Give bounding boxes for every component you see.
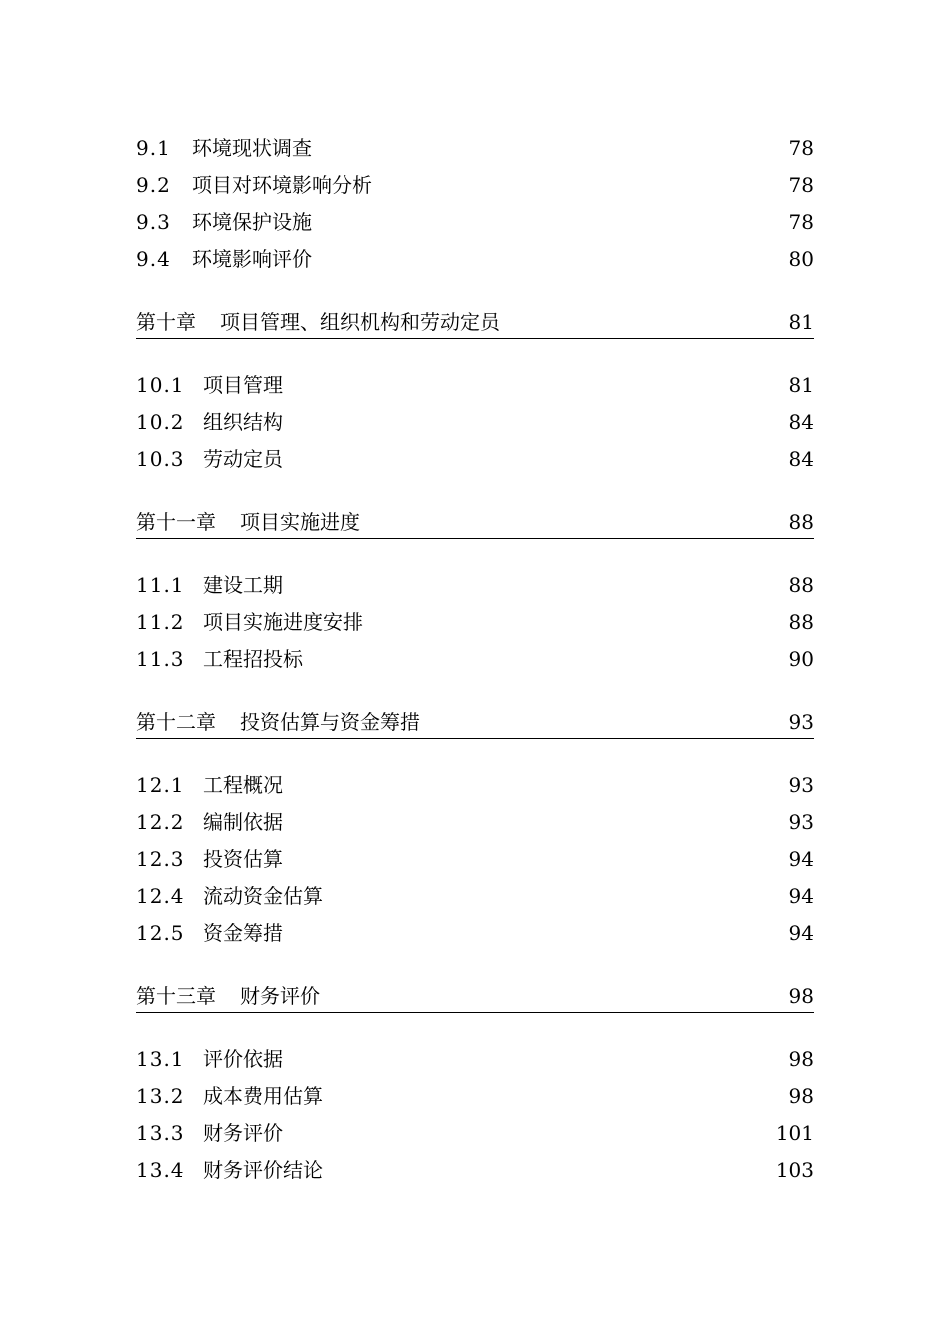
toc-entry-10-3[interactable] xyxy=(136,441,814,478)
toc-entry-13-4[interactable] xyxy=(136,1152,814,1189)
toc-chapter-10[interactable] xyxy=(136,306,814,339)
page-number: 81 xyxy=(788,373,814,397)
page-number: 78 xyxy=(788,210,814,234)
toc-entry-9-2[interactable] xyxy=(136,167,814,204)
section-number: 12.4 xyxy=(136,884,185,908)
section-number: 9.1 xyxy=(136,136,171,160)
section-title: 劳动定员 xyxy=(203,447,283,471)
page-number: 84 xyxy=(788,447,814,471)
section-number: 11.3 xyxy=(136,647,185,671)
table-of-contents xyxy=(136,130,814,1189)
chapter-title: 项目管理、组织机构和劳动定员 xyxy=(220,310,500,334)
page-number: 98 xyxy=(788,1084,814,1108)
page-number: 90 xyxy=(788,647,814,671)
chapter-title: 项目实施进度 xyxy=(240,510,360,534)
section-number: 13.2 xyxy=(136,1084,185,1108)
section-number: 12.3 xyxy=(136,847,185,871)
toc-entry-11-2[interactable] xyxy=(136,604,814,641)
section-number: 12.5 xyxy=(136,921,185,945)
section-number: 12.2 xyxy=(136,810,185,834)
page-number: 80 xyxy=(788,247,814,271)
section-number: 11.2 xyxy=(136,610,185,634)
section-title: 项目实施进度安排 xyxy=(203,610,363,634)
toc-entry-10-2[interactable] xyxy=(136,404,814,441)
chapter-label: 第十章 xyxy=(136,310,196,334)
section-number: 12.1 xyxy=(136,773,185,797)
section-title: 投资估算 xyxy=(203,847,283,871)
toc-entry-12-1[interactable] xyxy=(136,767,814,804)
chapter-title: 投资估算与资金筹措 xyxy=(240,710,420,734)
page-number: 98 xyxy=(788,1047,814,1071)
section-title: 组织结构 xyxy=(203,410,283,434)
chapter-label: 第十三章 xyxy=(136,984,216,1008)
section-number: 9.4 xyxy=(136,247,171,271)
toc-entry-13-1[interactable] xyxy=(136,1041,814,1078)
toc-entry-9-4[interactable] xyxy=(136,241,814,278)
page-number: 103 xyxy=(775,1158,814,1182)
section-number: 11.1 xyxy=(136,573,185,597)
section-number: 13.4 xyxy=(136,1158,185,1182)
page-number: 94 xyxy=(788,847,814,871)
section-number: 13.3 xyxy=(136,1121,185,1145)
page-number: 88 xyxy=(788,610,814,634)
section-title: 财务评价结论 xyxy=(203,1158,323,1182)
toc-entry-13-2[interactable] xyxy=(136,1078,814,1115)
toc-entry-12-3[interactable] xyxy=(136,841,814,878)
page-number: 93 xyxy=(788,810,814,834)
toc-entry-11-3[interactable] xyxy=(136,641,814,678)
section-title: 资金筹措 xyxy=(203,921,283,945)
section-number: 9.3 xyxy=(136,210,171,234)
toc-chapter-11[interactable] xyxy=(136,506,814,539)
toc-entry-12-2[interactable] xyxy=(136,804,814,841)
page-number: 94 xyxy=(788,921,814,945)
toc-entry-9-3[interactable] xyxy=(136,204,814,241)
toc-entry-13-3[interactable] xyxy=(136,1115,814,1152)
toc-chapter-13[interactable] xyxy=(136,980,814,1013)
page-number: 98 xyxy=(788,984,814,1008)
section-title: 环境现状调查 xyxy=(192,136,312,160)
toc-entry-10-1[interactable] xyxy=(136,367,814,404)
page-number: 88 xyxy=(788,510,814,534)
section-title: 建设工期 xyxy=(203,573,283,597)
toc-entry-12-5[interactable] xyxy=(136,915,814,952)
section-number: 10.1 xyxy=(136,373,185,397)
chapter-label: 第十一章 xyxy=(136,510,216,534)
page-number: 78 xyxy=(788,173,814,197)
section-title: 评价依据 xyxy=(203,1047,283,1071)
section-number: 9.2 xyxy=(136,173,171,197)
page-number: 94 xyxy=(788,884,814,908)
toc-chapter-12[interactable] xyxy=(136,706,814,739)
toc-entry-9-1[interactable] xyxy=(136,130,814,167)
toc-entry-12-4[interactable] xyxy=(136,878,814,915)
chapter-title: 财务评价 xyxy=(240,984,320,1008)
section-title: 成本费用估算 xyxy=(203,1084,323,1108)
section-title: 环境保护设施 xyxy=(192,210,312,234)
section-title: 流动资金估算 xyxy=(203,884,323,908)
section-number: 13.1 xyxy=(136,1047,185,1071)
page-number: 84 xyxy=(788,410,814,434)
section-title: 工程概况 xyxy=(203,773,283,797)
page-number: 101 xyxy=(775,1121,814,1145)
section-title: 环境影响评价 xyxy=(192,247,312,271)
section-title: 项目对环境影响分析 xyxy=(192,173,372,197)
page-number: 78 xyxy=(788,136,814,160)
chapter-label: 第十二章 xyxy=(136,710,216,734)
section-title: 项目管理 xyxy=(203,373,283,397)
section-title: 财务评价 xyxy=(203,1121,283,1145)
page-number: 88 xyxy=(788,573,814,597)
page-number: 93 xyxy=(788,773,814,797)
page-number: 81 xyxy=(788,310,814,334)
toc-entry-11-1[interactable] xyxy=(136,567,814,604)
section-number: 10.3 xyxy=(136,447,185,471)
page-number: 93 xyxy=(788,710,814,734)
section-number: 10.2 xyxy=(136,410,185,434)
section-title: 工程招投标 xyxy=(203,647,303,671)
section-title: 编制依据 xyxy=(203,810,283,834)
